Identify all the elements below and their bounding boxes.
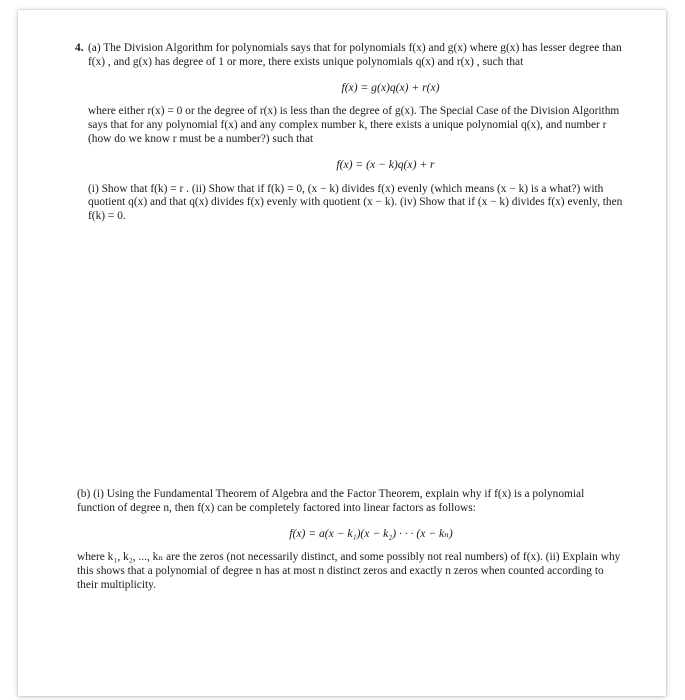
question-number: 4. [75,42,84,54]
part-b-intro: (b) (i) Using the Fundamental Theorem of Algebra and the Factor Theorem, explain why if f(x) is a polynomial function of degree n, then f(x) can be completely factored into linear factors as follows: [77,488,585,514]
equation-linear-factors: f(x) = a(x − k₁)(x − k₂) · · · (x − kₙ) [289,526,453,540]
document-page [18,10,666,696]
part-a-tasks: (i) Show that f(k) = r . (ii) Show that if f(k) = 0, (x − k) divides f(x) evenly (which means (x − k) is a what?) with quotient q(x) and that q(x) divides f(x) evenly with quotient (x − k). (iv) Show that if (x − k) divides f(x) evenly, then f(k) = 0. [88,182,623,223]
equation-special-case: f(x) = (x − k)q(x) + r [336,157,435,171]
equation-division-algorithm: f(x) = g(x)q(x) + r(x) [341,80,440,94]
part-a [75,42,623,224]
part-a-middle-text: where either r(x) = 0 or the degree of r(x) is less than the degree of g(x). The Special Case of the Division Algorithm says that for any polynomial f(x) and any complex number k, there exists a unique polynomial q(x), and number r (how do we know r must be a number?) such that [88,105,620,145]
part-a-intro: (a) The Division Algorithm for polynomials says that for polynomials f(x) and g(x) where g(x) has lesser degree than f(x) , and g(x) has degree of 1 or more, there exists unique polynomials q(x) and r(x) , such that [88,42,622,68]
part-b-closing: where k₁, k₂, ..., kₙ are the zeros (not necessarily distinct, and some possibly not real numbers) of f(x). (ii) Explain why this shows that a polynomial of degree n has at most n distinct zeros and exactly n zeros when counted according to their multiplicity. [77,551,621,591]
part-b [77,488,625,593]
